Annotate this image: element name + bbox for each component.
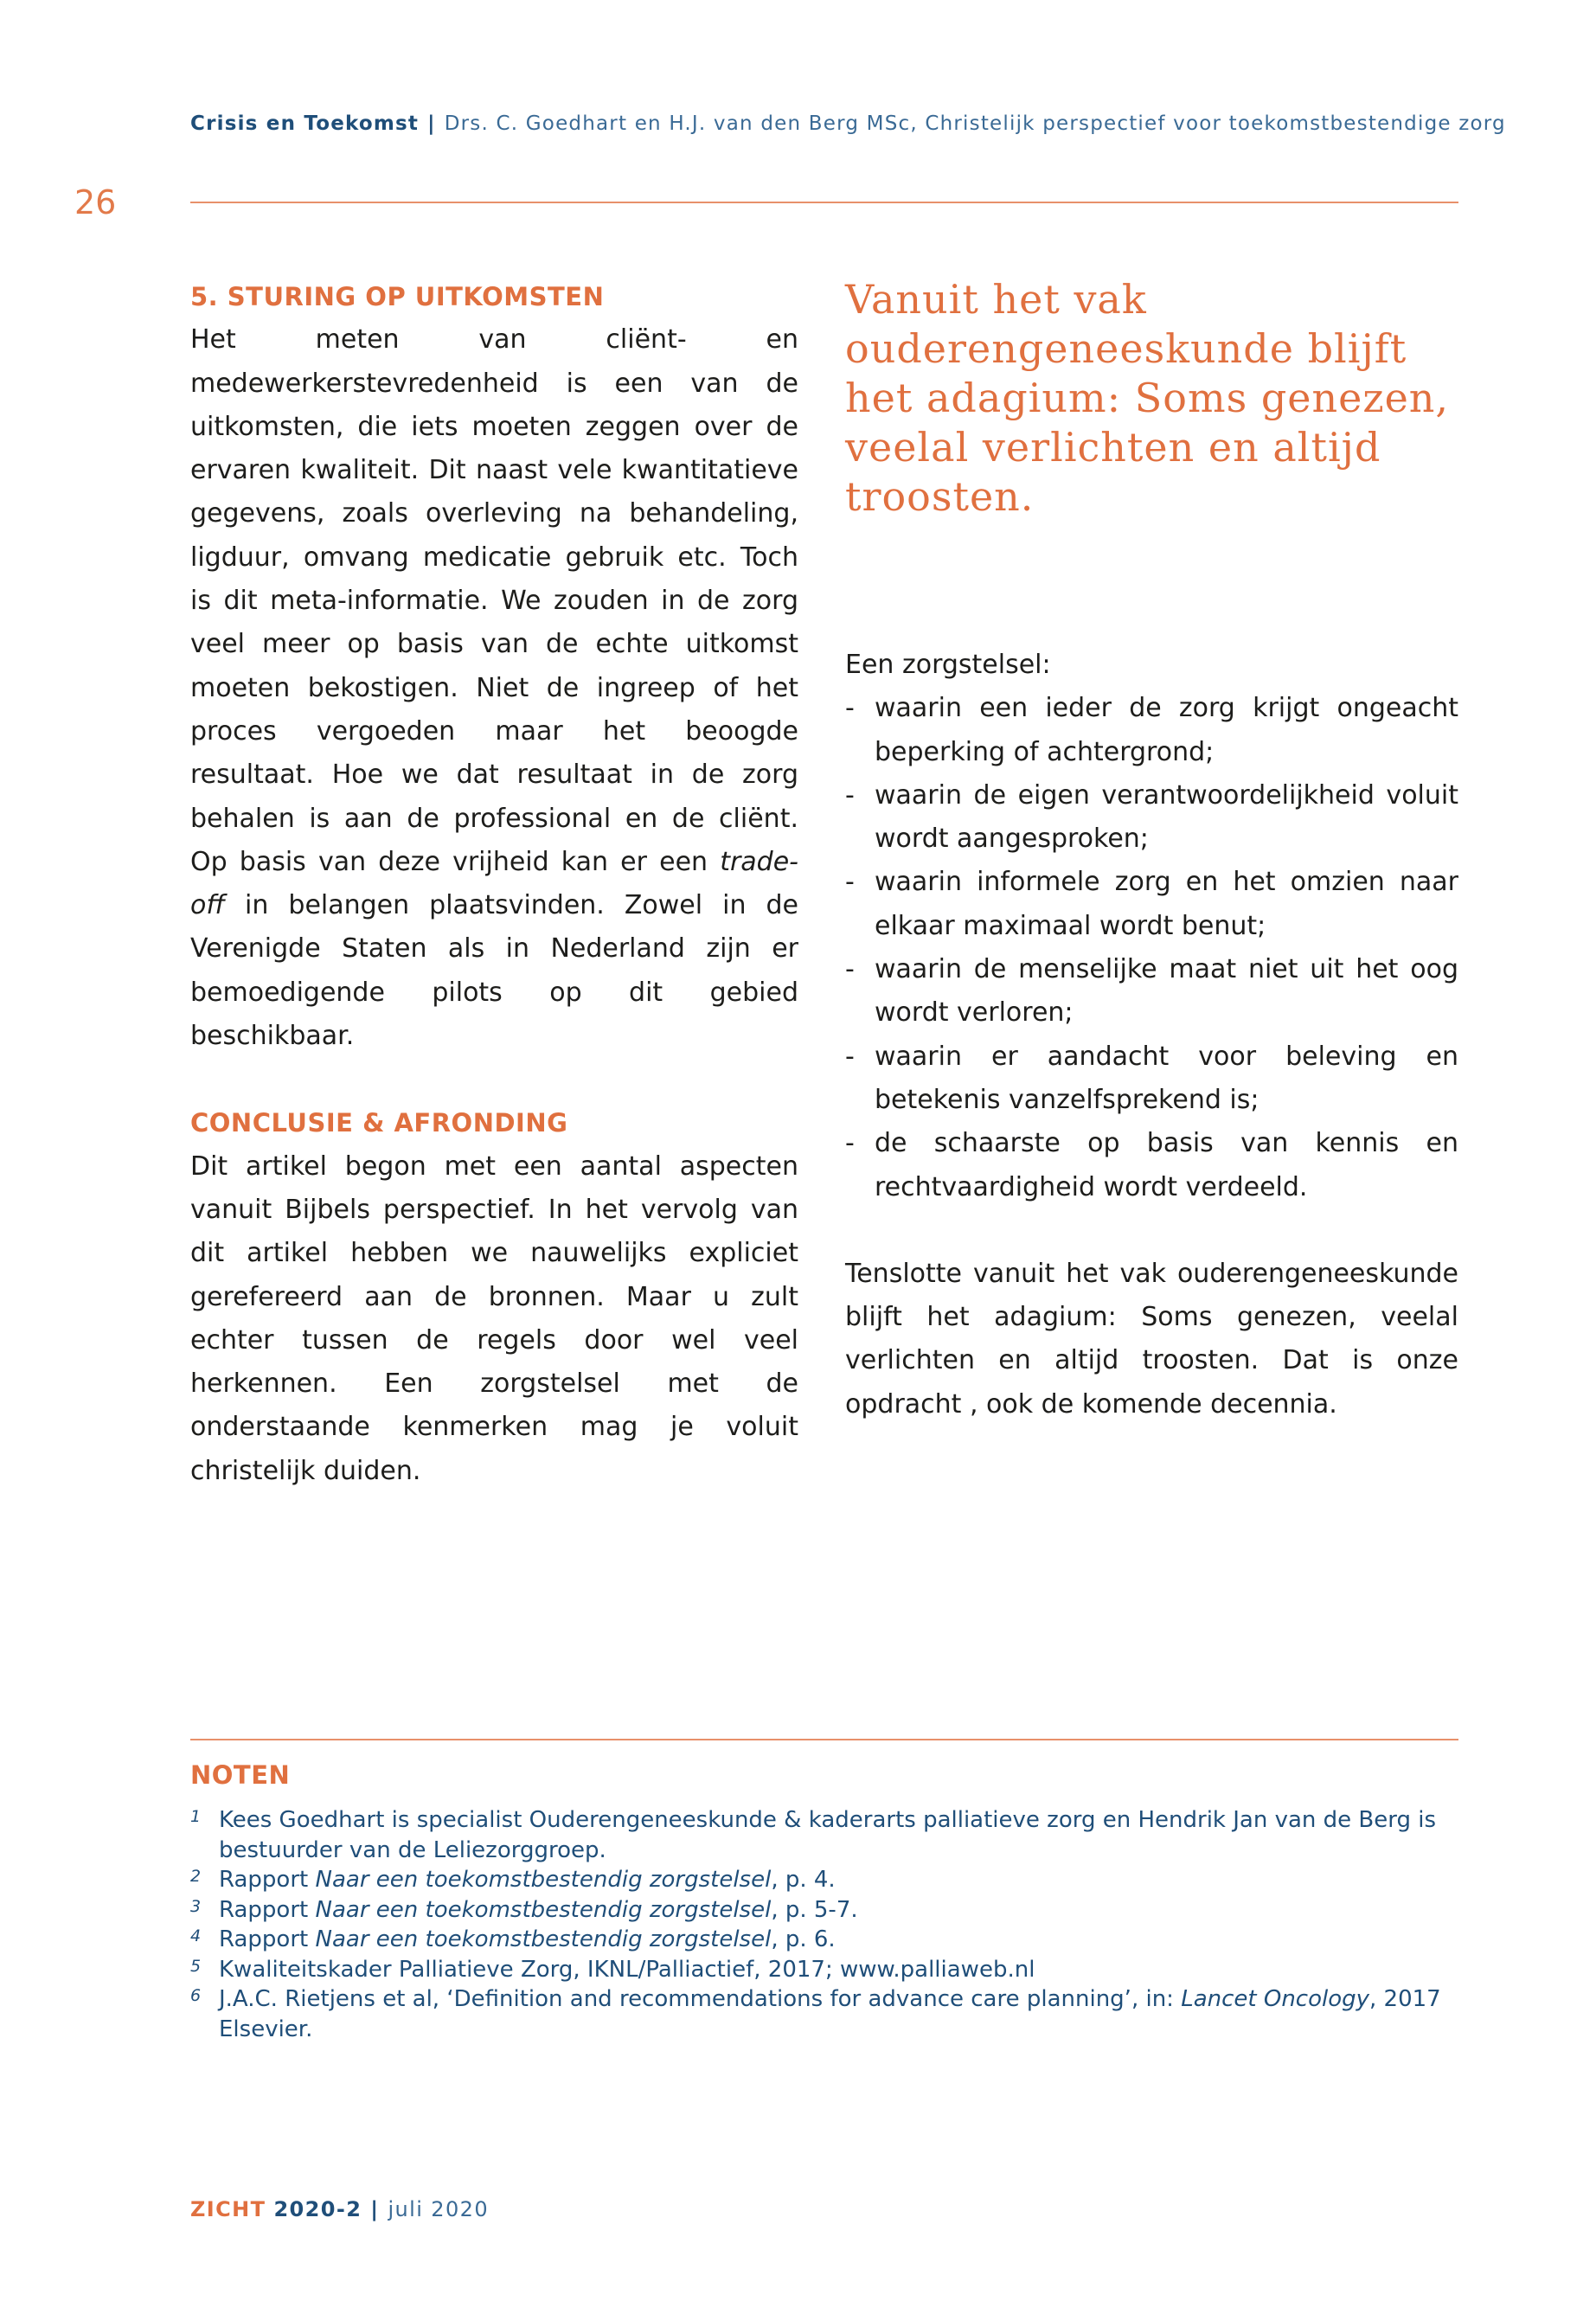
list-item: [845, 948, 1458, 1035]
characteristics-list: [845, 687, 1458, 1209]
list-intro: Een zorgstelsel:: [845, 650, 1051, 680]
list-item: [845, 1122, 1458, 1209]
section-body-sturing: [190, 318, 798, 1058]
list-item: [845, 1035, 1458, 1123]
journal-section: Crisis en Toekomst: [190, 112, 420, 135]
pull-quote-gap: [845, 522, 1458, 644]
footnote-number: 1: [190, 1807, 202, 1826]
footnote-4: [190, 1925, 1458, 1955]
footnote-title: Lancet Oncology: [1181, 1986, 1370, 2012]
notes-heading: NOTEN: [190, 1760, 291, 1790]
dash-marker: -: [845, 693, 855, 724]
section-heading-conclusie: CONCLUSIE & AFRONDING: [190, 1108, 568, 1138]
paragraph-gap: [190, 1058, 798, 1101]
body-text: in belangen plaatsvinden. Zowel in de Verenigde Staten als in Nederland zijn er bemoedigende pilots op dit gebied beschikbaar.: [190, 890, 798, 1052]
footnote-text: Rapport: [219, 1896, 309, 1923]
issue-date: juli 2020: [388, 2197, 489, 2221]
list-item-text: waarin een ieder de zorg krijgt ongeacht beperking of achtergrond;: [875, 693, 1458, 767]
section-body-conclusie: Dit artikel begon met een aantal aspecten vanuit Bijbels perspectief. In het vervolg van dit artikel hebben we nauwelijks expliciet gerefereerd aan de bronnen. Maar u zult echter tussen de regels door wel veel herkennen. Een zorgstelsel met de onderstaande kenmerken mag je voluit christelijk duiden.: [190, 1150, 798, 1486]
left-column: [190, 275, 798, 1493]
footnote-6: [190, 1984, 1458, 2044]
right-column: [845, 275, 1458, 1426]
header-separator: |: [427, 112, 436, 135]
footnote-3: [190, 1895, 1458, 1926]
list-item-text: de schaarste op basis van kennis en rechtvaardigheid wordt verdeeld.: [875, 1128, 1458, 1202]
list-item-text: waarin informele zorg en het omzien naar elkaar maximaal wordt benut;: [875, 867, 1458, 941]
footnote-title: Naar een toekomstbestendig zorgstelsel: [315, 1867, 772, 1893]
magazine-brand: ZICHT: [190, 2197, 266, 2221]
footer-separator: |: [370, 2197, 380, 2221]
italic-term: trade-off: [190, 846, 798, 921]
paragraph-gap: [845, 1209, 1458, 1253]
footnote-2: [190, 1865, 1458, 1895]
footnote-number: 3: [190, 1896, 202, 1916]
footnotes: [190, 1753, 1458, 2044]
footnote-number: 2: [190, 1867, 202, 1886]
footnote-number: 6: [190, 1986, 202, 2005]
header-divider: [190, 202, 1458, 203]
footnote-text: , 2017 Elsevier.: [219, 1986, 1441, 2042]
footnote-number: 5: [190, 1956, 202, 1976]
footnote-text: Rapport: [219, 1926, 309, 1952]
page-footer: [190, 2197, 489, 2221]
list-item: [845, 687, 1458, 774]
running-header: [190, 112, 1506, 135]
page-number: 26: [74, 183, 117, 221]
footnote-text: J.A.C. Rietjens et al, ‘Definition and recommendations for advance care planning’, in:: [219, 1986, 1174, 2012]
closing-paragraph: Tenslotte vanuit het vak ouderengeneeskunde blijft het adagium: Soms genezen, veelal verlichten en altijd troosten. Dat is onze opdracht , ook de komende decennia.: [845, 1258, 1458, 1420]
footnote-title: Naar een toekomstbestendig zorgstelsel: [315, 1926, 772, 1952]
issue-number: 2020-2: [273, 2197, 362, 2221]
article-authors-title: Drs. C. Goedhart en H.J. van den Berg MSc, Christelijk perspectief voor toekomstbestendige zorg: [444, 112, 1506, 135]
list-item: [845, 861, 1458, 948]
footnote-text: , p. 6.: [771, 1926, 836, 1952]
dash-marker: -: [845, 867, 855, 898]
notes-divider: [190, 1739, 1458, 1740]
dash-marker: -: [845, 1128, 855, 1159]
list-item-text: waarin er aandacht voor beleving en betekenis vanzelfsprekend is;: [875, 1041, 1458, 1115]
dash-marker: -: [845, 954, 855, 985]
footnote-number: 4: [190, 1926, 202, 1945]
footnote-title: Naar een toekomstbestendig zorgstelsel: [315, 1896, 772, 1923]
dash-marker: -: [845, 1041, 855, 1072]
body-text: Het meten van cliënt- en medewerkerstevredenheid is een van de uitkomsten, die iets moeten zeggen over de ervaren kwaliteit. Dit naast vele kwantitatieve gegevens, zoals overleving na behandeling, ligduur, omvang medicatie gebruik etc. Toch is dit meta-informatie. We zouden in de zorg veel meer op basis van de echte uitkomst moeten bekostigen. Niet de ingreep of het proces vergoeden maar het beoogde resultaat. Hoe we dat resultaat in de zorg behalen is aan de professional en de cliënt. Op basis van deze vrijheid kan er een: [190, 324, 798, 877]
footnote-text: Kwaliteitskader Palliatieve Zorg, IKNL/Palliactief, 2017; www.palliaweb.nl: [219, 1956, 1035, 1983]
section-heading-sturing: 5. STURING OP UITKOMSTEN: [190, 282, 605, 311]
footnote-5: [190, 1955, 1458, 1985]
pull-quote: Vanuit het vak ouderengeneeskunde blijft het adagium: Soms genezen, veelal verlichten en altijd troosten.: [845, 276, 1450, 520]
footnote-text: , p. 5-7.: [771, 1896, 858, 1923]
footnote-text: Kees Goedhart is specialist Ouderengeneeskunde & kaderarts palliatieve zorg en Hendrik Jan van de Berg is bestuurder van de Leliezorggroep.: [219, 1807, 1437, 1863]
list-item-text: waarin de menselijke maat niet uit het oog wordt verloren;: [875, 954, 1458, 1029]
list-item-text: waarin de eigen verantwoordelijkheid voluit wordt aangesproken;: [875, 779, 1458, 855]
footnote-1: [190, 1805, 1458, 1865]
footnote-text: Rapport: [219, 1867, 309, 1893]
dash-marker: -: [845, 779, 855, 811]
notes-list: [190, 1805, 1458, 2044]
list-item: [845, 774, 1458, 862]
footnote-text: , p. 4.: [771, 1867, 836, 1893]
